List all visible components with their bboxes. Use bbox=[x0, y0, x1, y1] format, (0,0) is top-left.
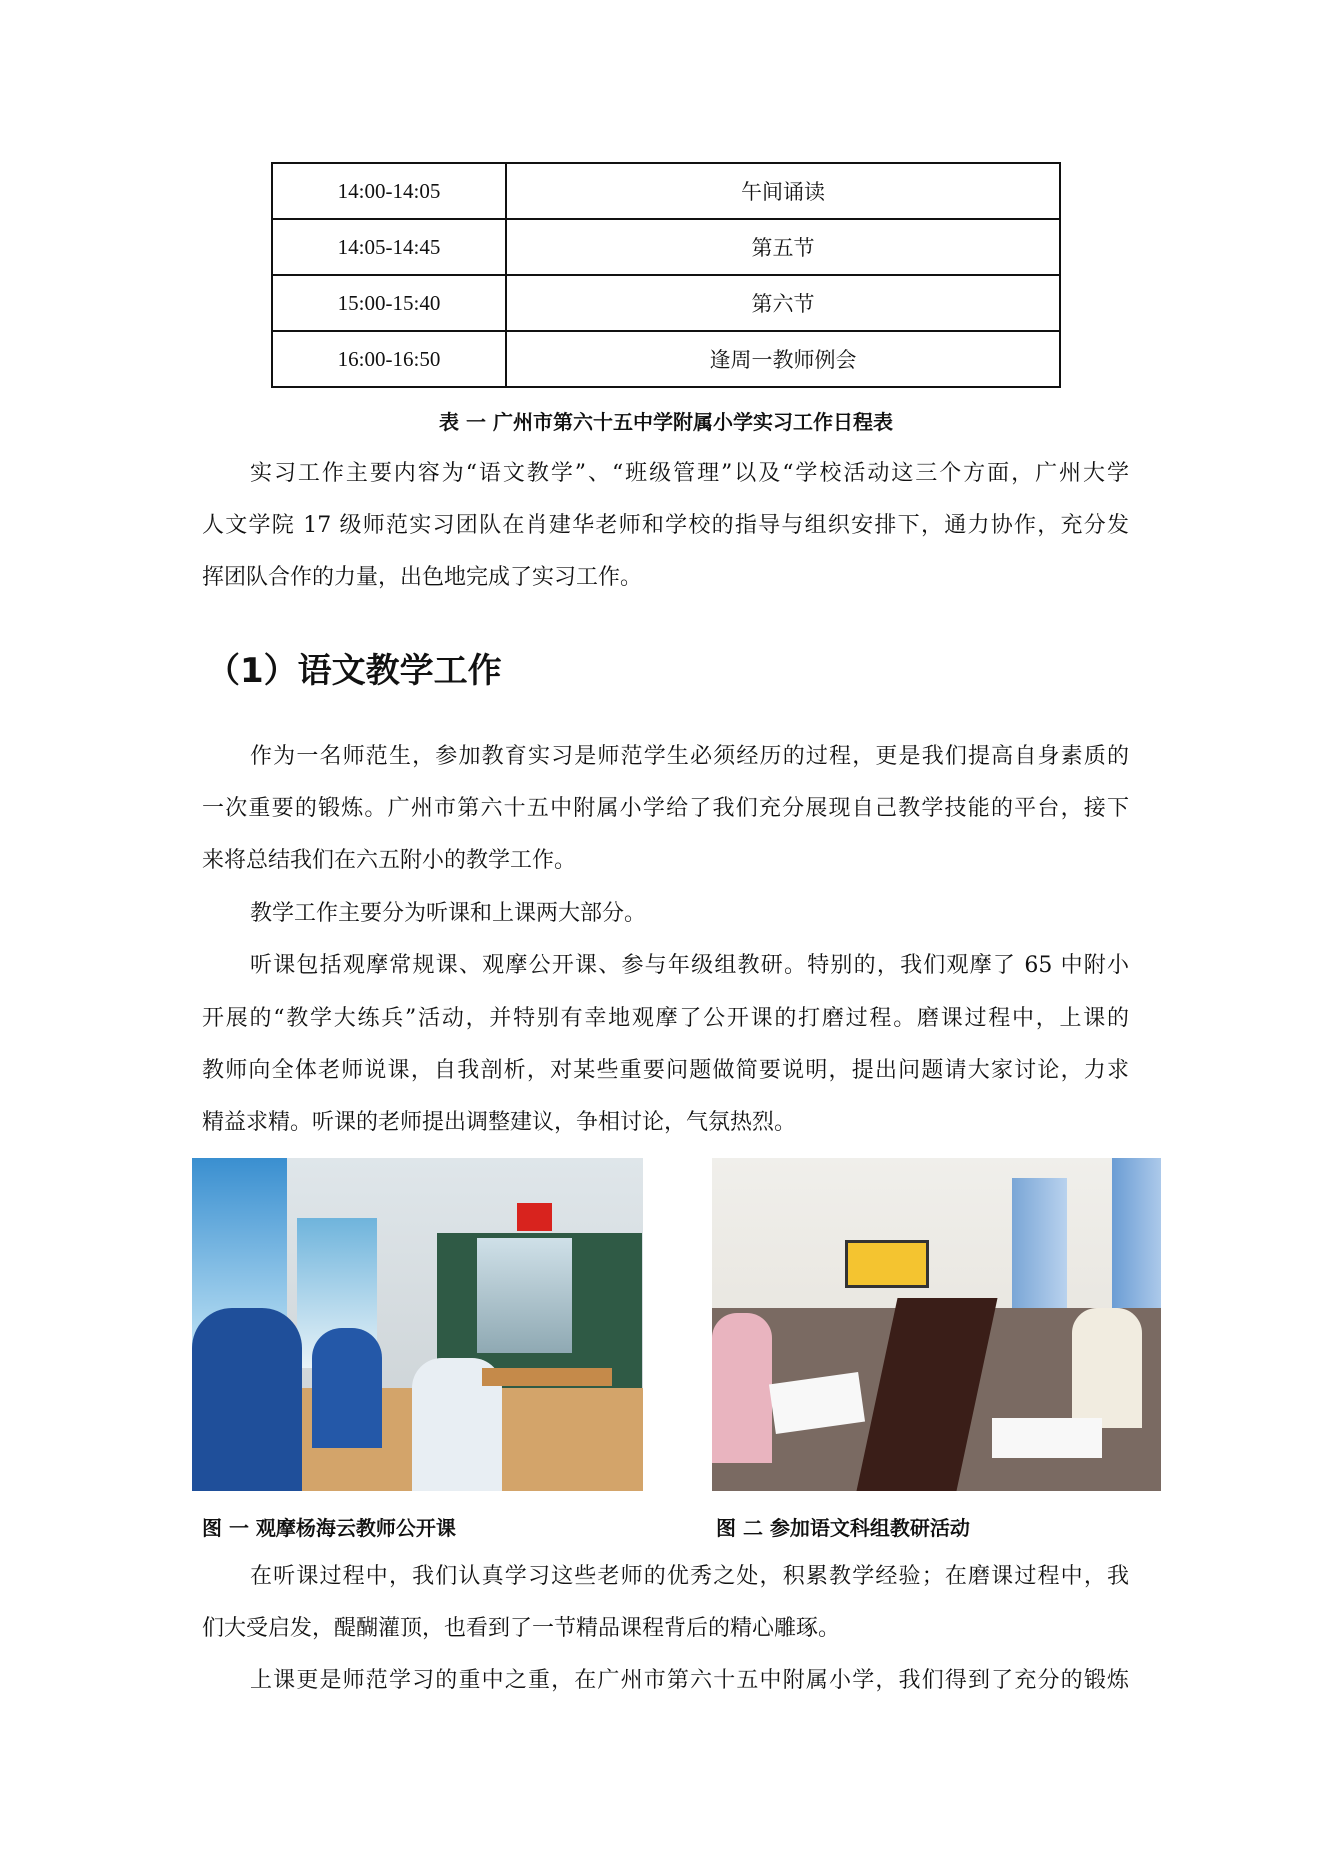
text-line: 听课包括观摩常规课、观摩公开课、参与年级组教研。特别的，我们观摩了 65 中附小 bbox=[250, 953, 1129, 978]
table-row bbox=[272, 219, 1060, 275]
text-line: 实习工作主要内容为“语文教学”、“班级管理”以及“学校活动这三个方面，广州大学 bbox=[250, 461, 1129, 486]
text-line: 教师向全体老师说课，自我剖析，对某些重要问题做简要说明，提出问题请大家讨论，力求 bbox=[202, 1058, 1129, 1083]
table-row bbox=[272, 163, 1060, 219]
figure-caption-1: 图 一 观摩杨海云教师公开课 bbox=[202, 1516, 456, 1540]
text-line: 教学工作主要分为听课和上课两大部分。 bbox=[250, 901, 647, 926]
time-cell: 14:00-14:05 bbox=[272, 163, 506, 219]
schedule-table bbox=[271, 162, 1061, 388]
activity-cell: 第六节 bbox=[506, 275, 1060, 331]
table-row bbox=[272, 275, 1060, 331]
text-line: 们大受启发，醍醐灌顶，也看到了一节精品课程背后的精心雕琢。 bbox=[202, 1616, 841, 1641]
section-heading: （1）语文教学工作 bbox=[206, 651, 502, 691]
text-line: 开展的“教学大练兵”活动，并特别有幸地观摩了公开课的打磨过程。磨课过程中，上课的 bbox=[202, 1006, 1129, 1031]
text-line: 上课更是师范学习的重中之重，在广州市第六十五中附属小学，我们得到了充分的锻炼 bbox=[250, 1668, 1129, 1693]
text-line: 人文学院 17 级师范实习团队在肖建华老师和学校的指导与组织安排下，通力协作，充分发 bbox=[202, 513, 1129, 538]
text-line: 精益求精。听课的老师提出调整建议，争相讨论，气氛热烈。 bbox=[202, 1110, 797, 1135]
activity-cell: 逢周一教师例会 bbox=[506, 331, 1060, 387]
activity-cell: 第五节 bbox=[506, 219, 1060, 275]
text-line: 在听课过程中，我们认真学习这些老师的优秀之处，积累教学经验；在磨课过程中，我 bbox=[250, 1564, 1129, 1589]
time-cell: 16:00-16:50 bbox=[272, 331, 506, 387]
meeting-photo bbox=[712, 1158, 1161, 1491]
table-caption: 表 一 广州市第六十五中学附属小学实习工作日程表 bbox=[439, 410, 893, 434]
text-line: 来将总结我们在六五附小的教学工作。 bbox=[202, 848, 577, 873]
table-row bbox=[272, 331, 1060, 387]
text-line: 挥团队合作的力量，出色地完成了实习工作。 bbox=[202, 565, 643, 590]
time-cell: 15:00-15:40 bbox=[272, 275, 506, 331]
text-line: 作为一名师范生，参加教育实习是师范学生必须经历的过程，更是我们提高自身素质的 bbox=[250, 744, 1129, 769]
figure-caption-2: 图 二 参加语文科组教研活动 bbox=[716, 1516, 970, 1540]
time-cell: 14:05-14:45 bbox=[272, 219, 506, 275]
activity-cell: 午间诵读 bbox=[506, 163, 1060, 219]
classroom-photo bbox=[192, 1158, 643, 1491]
text-line: 一次重要的锻炼。广州市第六十五中附属小学给了我们充分展现自己教学技能的平台，接下 bbox=[202, 796, 1129, 821]
